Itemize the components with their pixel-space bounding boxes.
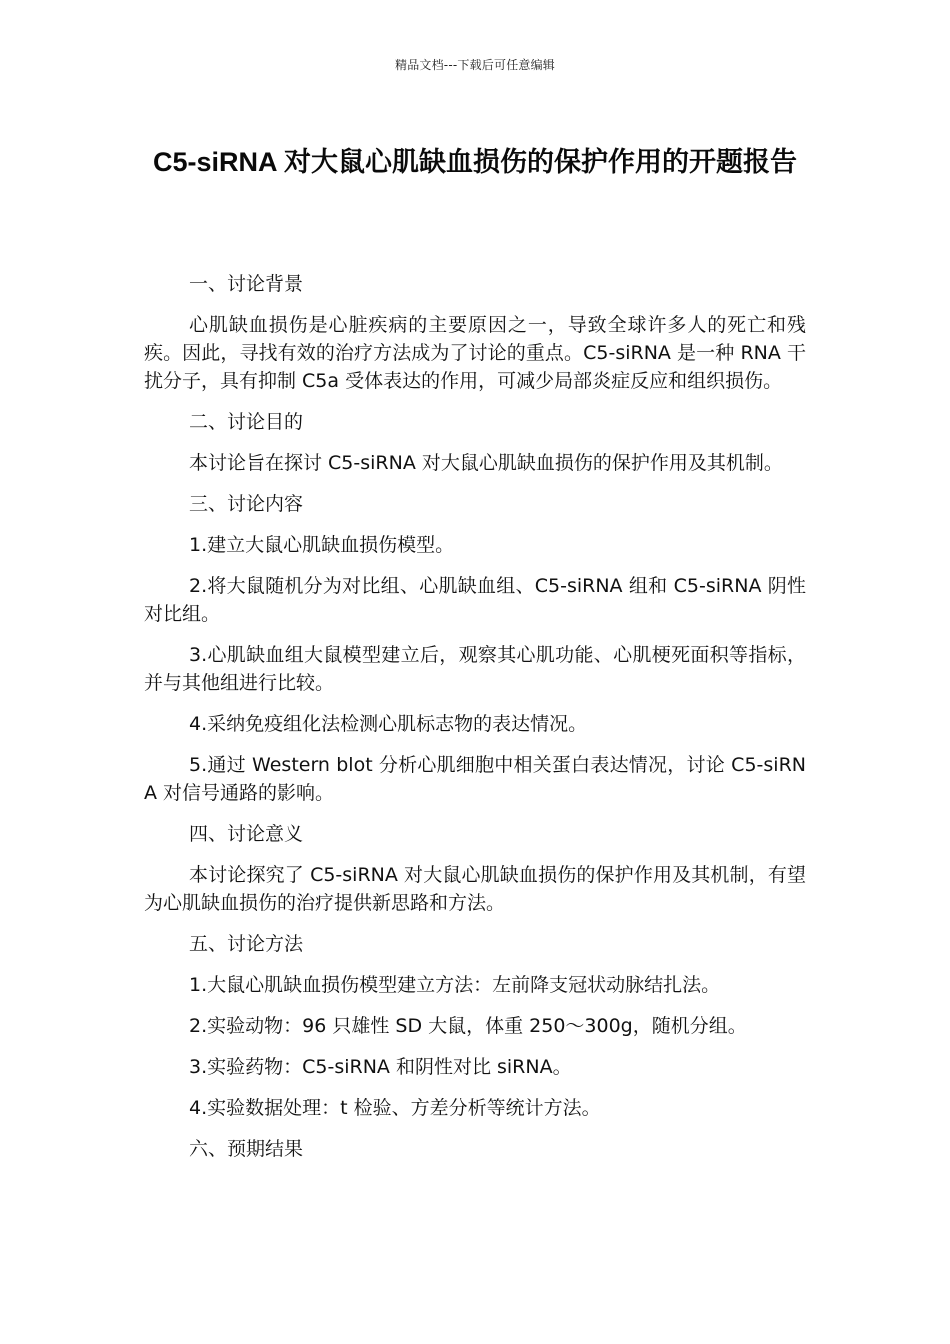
content-item-5: 5.通过 Western blot 分析心肌细胞中相关蛋白表达情况，讨论 C5-siRNA 对信号通路的影响。 <box>144 754 806 804</box>
section-heading-methods: 五、讨论方法 <box>189 933 304 955</box>
document-body <box>144 270 806 1176</box>
section-heading-significance: 四、讨论意义 <box>189 823 304 845</box>
section-heading-background: 一、讨论背景 <box>189 273 304 295</box>
method-item-2: 2.实验动物：96 只雄性 SD 大鼠，体重 250～300g，随机分组。 <box>189 1015 747 1037</box>
document-title: C5-siRNA 对大鼠心肌缺血损伤的保护作用的开题报告 <box>152 147 798 177</box>
paragraph-background: 心肌缺血损伤是心脏疾病的主要原因之一，导致全球许多人的死亡和残疾。因此，寻找有效的治疗方法成为了讨论的重点。C5-siRNA 是一种 RNA 干扰分子，具有抑制 C5a 受体表达的作用，可减少局部炎症反应和组织损伤。 <box>144 314 806 392</box>
content-item-2: 2.将大鼠随机分为对比组、心肌缺血组、C5-siRNA 组和 C5-siRNA 阴性对比组。 <box>144 575 806 625</box>
paragraph-significance: 本讨论探究了 C5-siRNA 对大鼠心肌缺血损伤的保护作用及其机制，有望为心肌缺血损伤的治疗提供新思路和方法。 <box>144 864 806 914</box>
content-item-3: 3.心肌缺血组大鼠模型建立后，观察其心肌功能、心肌梗死面积等指标，并与其他组进行比较。 <box>144 644 806 694</box>
method-item-4: 4.实验数据处理：t 检验、方差分析等统计方法。 <box>189 1097 601 1119</box>
paragraph-purpose: 本讨论旨在探讨 C5-siRNA 对大鼠心肌缺血损伤的保护作用及其机制。 <box>189 452 783 474</box>
section-heading-purpose: 二、讨论目的 <box>189 411 304 433</box>
section-heading-content: 三、讨论内容 <box>189 493 304 515</box>
method-item-1: 1.大鼠心肌缺血损伤模型建立方法：左前降支冠状动脉结扎法。 <box>189 974 721 996</box>
content-item-4: 4.采纳免疫组化法检测心肌标志物的表达情况。 <box>189 713 588 735</box>
method-item-3: 3.实验药物：C5-siRNA 和阴性对比 siRNA。 <box>189 1056 572 1078</box>
content-item-1: 1.建立大鼠心肌缺血损伤模型。 <box>189 534 455 556</box>
section-heading-expected-results: 六、预期结果 <box>189 1138 304 1160</box>
header-note: 精品文档---下载后可任意编辑 <box>395 58 555 72</box>
